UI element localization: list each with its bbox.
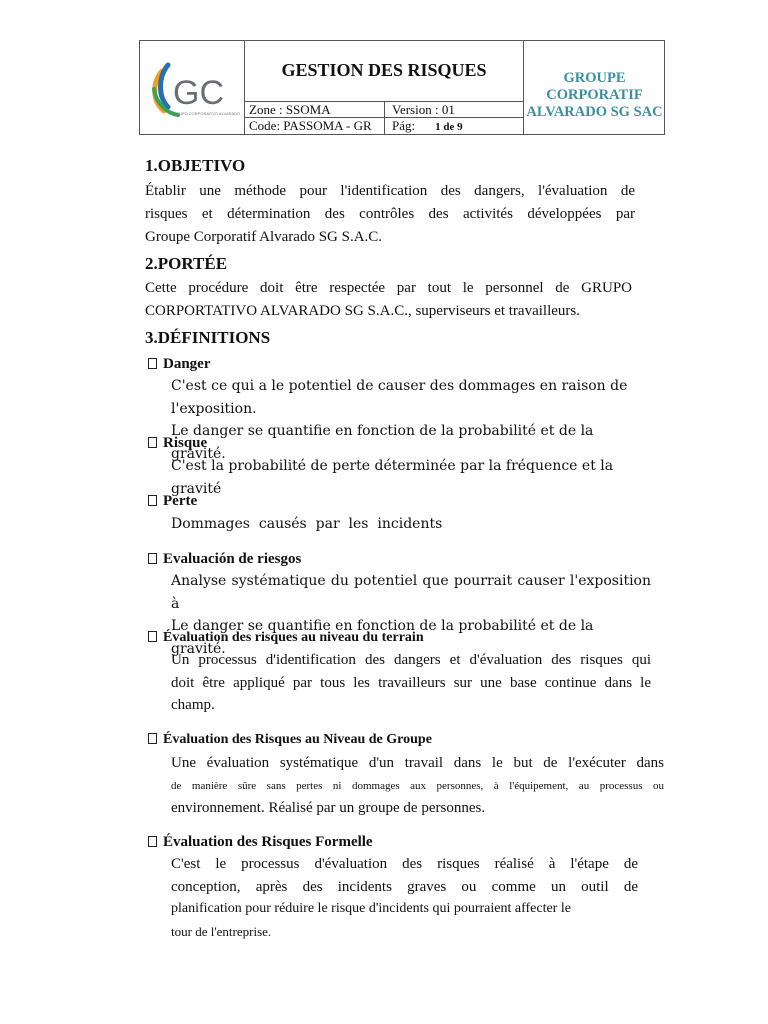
definition-text: Dommages causés par les incidents xyxy=(171,516,443,532)
version-field: Version : 01 xyxy=(392,102,455,117)
portee-text: Cette procédure doit être respectée par tout le personnel de GRUPO CORPORTATIVO ALVARADO SG S.A.C., superviseurs et travailleurs. xyxy=(145,280,632,319)
definition-title: Danger xyxy=(148,356,211,373)
checkbox-icon xyxy=(148,836,157,847)
page-field: Pág: 1 de 9 xyxy=(392,118,463,133)
company-logo xyxy=(140,41,245,134)
zone-field: Zone : SSOMA xyxy=(245,102,385,118)
definition-text: Analyse systématique du potentiel que pourrait causer l'exposition à Le danger se quantifie en fonction de la probabilité et de la gravité. xyxy=(171,573,651,657)
definition-title: Évaluation des Risques Formelle xyxy=(148,834,373,851)
code-field: Code: PASSOMA - GR xyxy=(245,118,385,134)
checkbox-icon xyxy=(148,553,157,564)
svg-text:GC: GC xyxy=(173,74,224,112)
definition-title: Evaluación de riesgos xyxy=(148,551,301,568)
checkbox-icon xyxy=(148,495,157,506)
definition-title: Évaluation des risques au niveau du terrain xyxy=(148,630,424,646)
section-definitions-title: 3.DÉFINITIONS xyxy=(145,328,271,347)
definition-text: Un processus d'identification des dangers et d'évaluation des risques qui doit être appliqué par tous les travailleurs sur une base continue dans le champ. xyxy=(171,652,651,713)
gc-logo-icon xyxy=(140,41,244,134)
definition-title: Évaluation des Risques au Niveau de Groupe xyxy=(148,732,432,748)
checkbox-icon xyxy=(148,437,157,448)
definition-title: Risque xyxy=(148,435,207,452)
company-name: GROUPE CORPORATIF ALVARADO SG SAC xyxy=(526,70,663,120)
document-header xyxy=(139,40,665,135)
checkbox-icon xyxy=(148,358,157,369)
definition-text: C'est le processus d'évaluation des risques réalisé à l'étape de conception, après des incidents graves ou comme un outil de planification pour réduire le risque d'incidents qui pourraient affecter le tour de l'entreprise. xyxy=(171,856,638,939)
section-objetivo-title: 1.OBJETIVO xyxy=(145,156,246,175)
definition-text: C'est ce qui a le potentiel de causer des dommages en raison de l'exposition. Le danger se quantifie en fonction de la probabilité et de la gravité. xyxy=(171,378,628,462)
document-title: GESTION DES RISQUES xyxy=(281,60,487,80)
definition-text: Une évaluation systématique d'un travail dans le but de l'exécuter dans de manière sûre sans pertes ni dommages aux personnes, à l'équipement, au processus ou environnement. Réalisé par un groupe de personnes. xyxy=(171,755,664,816)
objetivo-text: Établir une méthode pour l'identification des dangers, l'évaluation de risques et détermination des contrôles des activités développées par Groupe Corporatif Alvarado SG S.A.C. xyxy=(145,183,635,245)
checkbox-icon xyxy=(148,733,157,744)
definition-text: C'est la probabilité de perte déterminée par la fréquence et la gravité xyxy=(171,458,614,497)
definition-title: Perte xyxy=(148,493,197,510)
section-portee-title: 2.PORTÉE xyxy=(145,254,228,273)
svg-text:GRUPO CORPORATIVO ALVARADO: GRUPO CORPORATIVO ALVARADO xyxy=(173,111,241,116)
checkbox-icon xyxy=(148,631,157,642)
